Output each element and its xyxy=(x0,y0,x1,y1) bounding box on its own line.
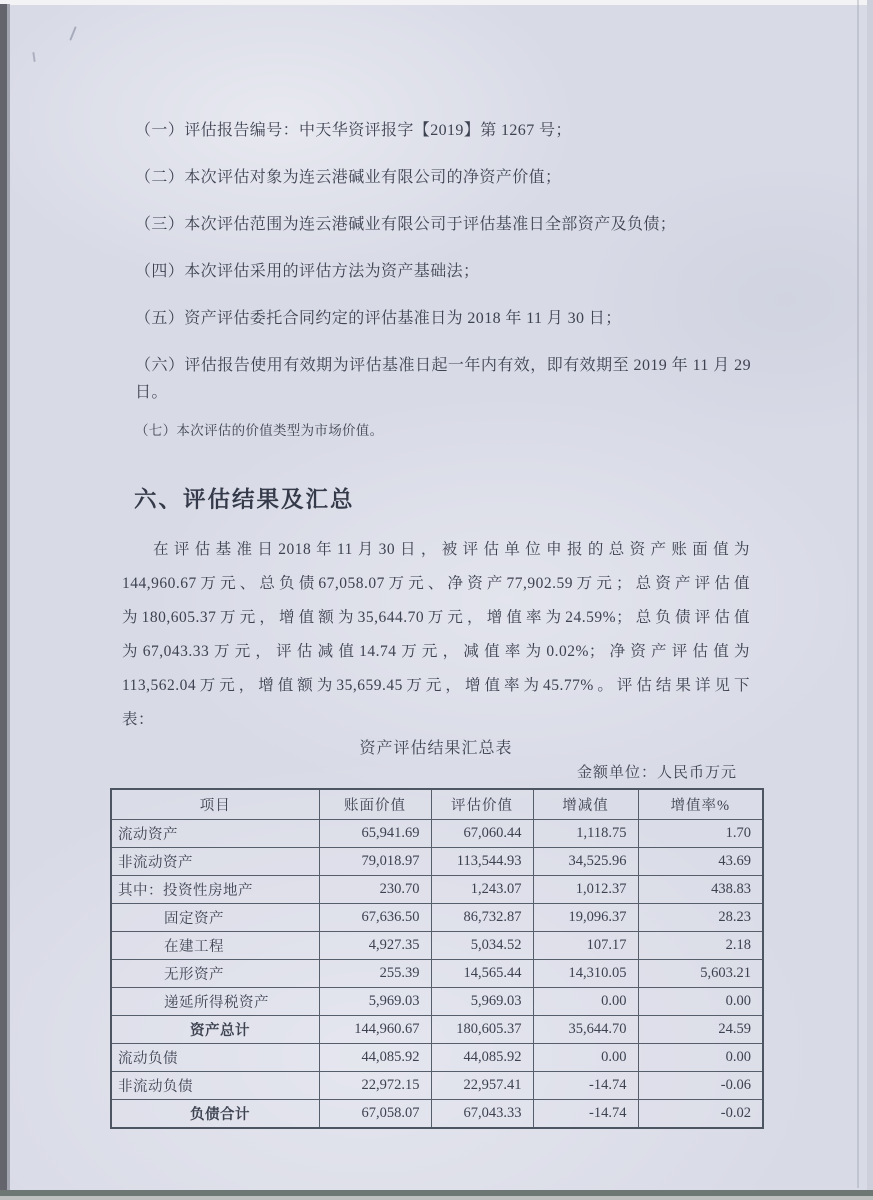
scan-edge-bottom-light xyxy=(0,1196,873,1200)
table-cell: 67,060.44 xyxy=(431,820,533,848)
table-cell: -0.02 xyxy=(638,1100,763,1129)
table-header-cell: 增减值 xyxy=(533,789,638,820)
table-cell: 1,243.07 xyxy=(431,876,533,904)
table-cell: 固定资产 xyxy=(111,904,319,932)
table-cell: 4,927.35 xyxy=(319,932,431,960)
table-row xyxy=(111,904,763,932)
table-cell: 流动负债 xyxy=(111,1044,319,1072)
table-row-total-assets xyxy=(111,1016,763,1044)
table-row xyxy=(111,1044,763,1072)
table-cell: 22,972.15 xyxy=(319,1072,431,1100)
table-row xyxy=(111,960,763,988)
table-cell: 35,644.70 xyxy=(533,1016,638,1044)
summary-paragraph xyxy=(122,533,750,737)
table-cell: 43.69 xyxy=(638,848,763,876)
table-title: 资产评估结果汇总表 xyxy=(359,740,513,757)
table-cell: 44,085.92 xyxy=(431,1044,533,1072)
table-cell: 5,969.03 xyxy=(319,988,431,1016)
scan-edge-top xyxy=(0,0,873,5)
table-row xyxy=(111,988,763,1016)
table-cell: 67,058.07 xyxy=(319,1100,431,1129)
table-cell: 14,310.05 xyxy=(533,960,638,988)
table-row xyxy=(111,848,763,876)
table-cell: 0.00 xyxy=(638,988,763,1016)
table-cell: 113,544.93 xyxy=(431,848,533,876)
table-cell: 无形资产 xyxy=(111,960,319,988)
table-cell: 递延所得税资产 xyxy=(111,988,319,1016)
table-cell: 230.70 xyxy=(319,876,431,904)
table-cell: 0.00 xyxy=(533,1044,638,1072)
table-cell: 1,118.75 xyxy=(533,820,638,848)
scan-edge-left-light xyxy=(7,4,10,1190)
table-cell: 负债合计 xyxy=(111,1100,319,1129)
clause-item-2: （二）本次评估对象为连云港碱业有限公司的净资产价值； xyxy=(135,169,562,186)
table-cell: 255.39 xyxy=(319,960,431,988)
table-cell: 1.70 xyxy=(638,820,763,848)
table-row xyxy=(111,932,763,960)
scan-edge-left xyxy=(0,4,7,1190)
table-cell: 14,565.44 xyxy=(431,960,533,988)
table-cell: 5,034.52 xyxy=(431,932,533,960)
clause-item-4: （四）本次评估采用的评估方法为资产基础法； xyxy=(135,263,480,280)
pen-mark xyxy=(69,26,76,41)
table-header-row xyxy=(111,789,763,820)
table-cell: 67,636.50 xyxy=(319,904,431,932)
table-cell: 在建工程 xyxy=(111,932,319,960)
table-cell: 34,525.96 xyxy=(533,848,638,876)
paragraph-line: 在评估基准日2018年11月30日，被评估单位申报的总资产账面值为 xyxy=(153,541,750,558)
scan-edge-right-line xyxy=(857,0,859,1188)
table-cell: 非流动资产 xyxy=(111,848,319,876)
table-row xyxy=(111,876,763,904)
scan-edge-right xyxy=(867,0,873,1200)
table-cell: 22,957.41 xyxy=(431,1072,533,1100)
paragraph-line: 表： xyxy=(122,711,155,728)
table-cell: 144,960.67 xyxy=(319,1016,431,1044)
table-row xyxy=(111,1072,763,1100)
table-cell: 5,969.03 xyxy=(431,988,533,1016)
table-cell: 资产总计 xyxy=(111,1016,319,1044)
paragraph-line: 113,562.04万元，增值额为35,659.45万元，增值率为45.77%。评估结果详见下 xyxy=(122,677,750,694)
pen-mark xyxy=(32,52,35,62)
table-cell: 其中：投资性房地产 xyxy=(111,876,319,904)
table-cell: 107.17 xyxy=(533,932,638,960)
table-header-cell: 评估价值 xyxy=(431,789,533,820)
table-cell: 44,085.92 xyxy=(319,1044,431,1072)
table-cell: 65,941.69 xyxy=(319,820,431,848)
section-heading: 六、评估结果及汇总 xyxy=(134,487,355,512)
paragraph-line: 144,960.67万元、总负债67,058.07万元、净资产77,902.59万元；总资产评估值 xyxy=(122,575,750,592)
clause-item-5: （五）资产评估委托合同约定的评估基准日为 2018 年 11 月 30 日； xyxy=(135,310,622,327)
table-cell: 67,043.33 xyxy=(431,1100,533,1129)
clause-item-1: （一）评估报告编号：中天华资评报字【2019】第 1267 号； xyxy=(135,122,572,139)
table-header-cell: 项目 xyxy=(111,789,319,820)
table-cell: 79,018.97 xyxy=(319,848,431,876)
table-cell: -14.74 xyxy=(533,1100,638,1129)
table-cell: 0.00 xyxy=(533,988,638,1016)
paragraph-line: 为67,043.33万元，评估减值14.74万元，减值率为0.02%；净资产评估值为 xyxy=(122,643,750,660)
clause-item-3: （三）本次评估范围为连云港碱业有限公司于评估基准日全部资产及负债； xyxy=(135,216,677,233)
asset-appraisal-summary-table xyxy=(110,788,764,1129)
table-header-cell: 账面价值 xyxy=(319,789,431,820)
table-cell: 0.00 xyxy=(638,1044,763,1072)
table-row-total-liabilities xyxy=(111,1100,763,1129)
table-cell: 28.23 xyxy=(638,904,763,932)
clause-list xyxy=(135,117,751,462)
table-cell: 24.59 xyxy=(638,1016,763,1044)
table-cell: 1,012.37 xyxy=(533,876,638,904)
table-cell: 流动资产 xyxy=(111,820,319,848)
table-row xyxy=(111,820,763,848)
table-unit-note: 金额单位：人民币万元 xyxy=(576,765,737,781)
table-cell: 180,605.37 xyxy=(431,1016,533,1044)
table-cell: 438.83 xyxy=(638,876,763,904)
paragraph-line: 为180,605.37万元，增值额为35,644.70万元，增值率为24.59%；总负债评估值 xyxy=(122,609,750,626)
clause-item-7: （七）本次评估的价值类型为市场价值。 xyxy=(135,423,384,438)
table-cell: 86,732.87 xyxy=(431,904,533,932)
table-header-cell: 增值率% xyxy=(638,789,763,820)
table-cell: 非流动负债 xyxy=(111,1072,319,1100)
clause-item-6: （六）评估报告使用有效期为评估基准日起一年内有效，即有效期至 2019 年 11 月 29 日。 xyxy=(135,357,751,401)
table-cell: 5,603.21 xyxy=(638,960,763,988)
table-cell: 19,096.37 xyxy=(533,904,638,932)
table-cell: -0.06 xyxy=(638,1072,763,1100)
table-cell: 2.18 xyxy=(638,932,763,960)
table-cell: -14.74 xyxy=(533,1072,638,1100)
